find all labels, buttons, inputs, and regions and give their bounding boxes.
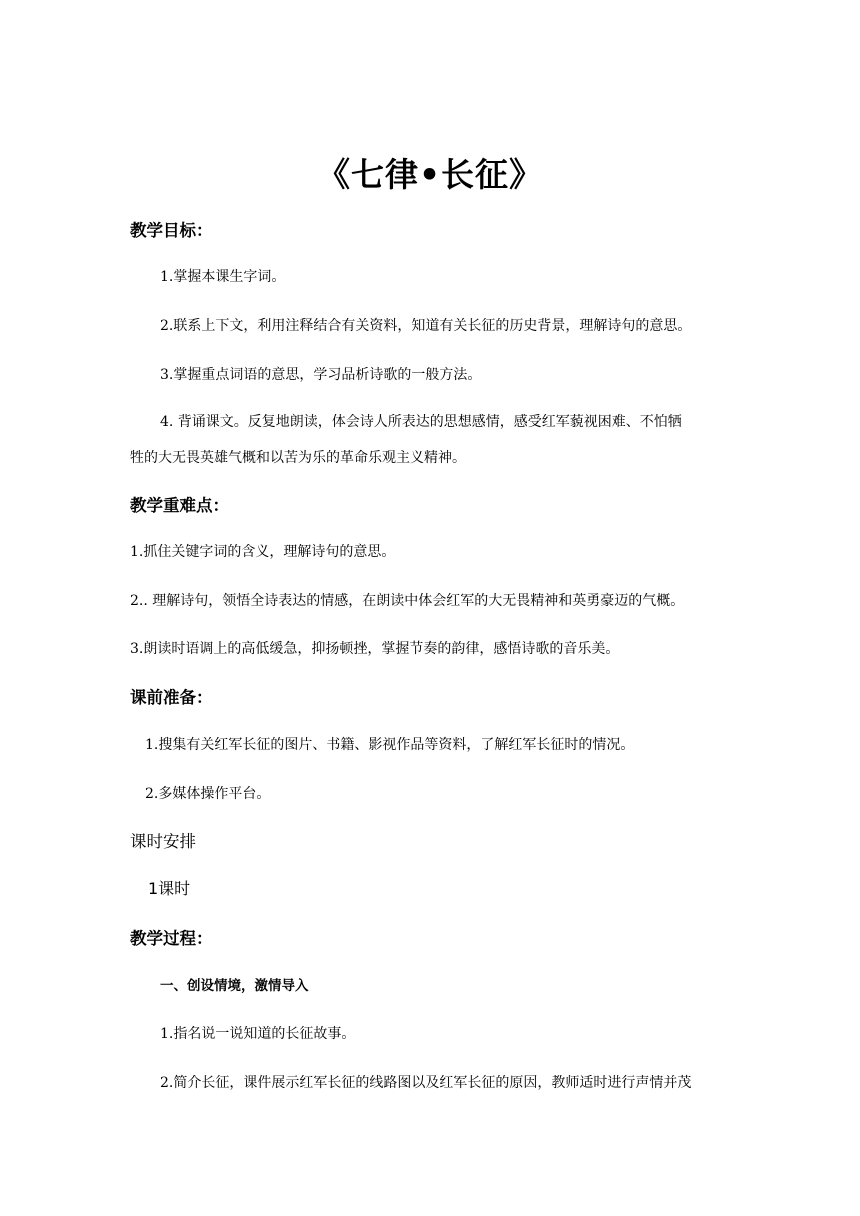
- process-section-heading: 一、创设情境，激情导入: [160, 978, 309, 994]
- objectives-heading: 教学目标：: [130, 221, 213, 240]
- objective-item: 2.联系上下文，利用注释结合有关资料，知道有关长征的历史背景，理解诗句的意思。: [160, 318, 692, 334]
- process-item: 2.简介长征，课件展示红军长征的线路图以及红军长征的原因，教师适时进行声情并茂: [160, 1075, 692, 1091]
- objective-item: 4. 背诵课文。反复地朗读，体会诗人所表达的思想感情，感受红军藐视困难、不怕牺: [160, 414, 682, 430]
- key-point-item: 1.抓住关键字词的含义，理解诗句的意思。: [130, 544, 396, 560]
- key-points-heading: 教学重难点：: [130, 496, 229, 515]
- key-point-item: 3.朗读时语调上的高低缓急，抑扬顿挫，掌握节奏的韵律，感悟诗歌的音乐美。: [130, 641, 620, 657]
- preparation-item: 2.多媒体操作平台。: [145, 786, 271, 802]
- schedule-value: 1课时: [148, 879, 191, 898]
- document-title: 《七律•长征》: [316, 155, 544, 194]
- schedule-heading: 课时安排: [130, 832, 196, 851]
- objective-item: 3.掌握重点词语的意思，学习品析诗歌的一般方法。: [160, 367, 482, 383]
- process-item: 1.指名说一说知道的长征故事。: [160, 1026, 356, 1042]
- objective-item: 1.掌握本课生字词。: [160, 269, 286, 285]
- process-heading: 教学过程：: [130, 929, 213, 948]
- key-point-item: 2.. 理解诗句，领悟全诗表达的情感，在朗读中体会红军的大无畏精神和英勇豪迈的气概。: [130, 593, 685, 609]
- preparation-heading: 课前准备：: [130, 688, 213, 707]
- preparation-item: 1.搜集有关红军长征的图片、书籍、影视作品等资料，了解红军长征时的情况。: [145, 737, 635, 753]
- objective-item-continuation: 牲的大无畏英雄气概和以苦为乐的革命乐观主义精神。: [130, 450, 466, 466]
